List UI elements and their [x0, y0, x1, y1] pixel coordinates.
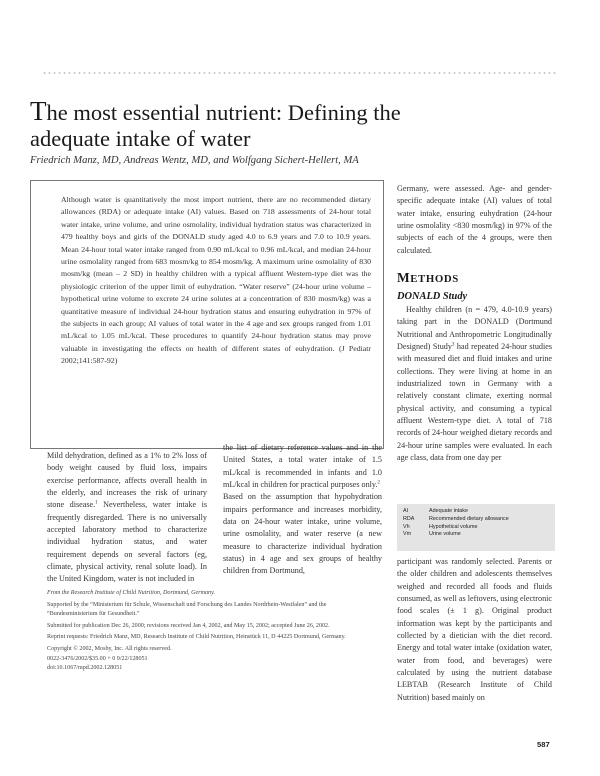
page-number: 587	[537, 740, 550, 749]
footnote-reprint: Reprint requests: Friedrich Manz, MD, Research Institute of Child Nutrition, Heinstück 11, D 44225 Dortmund, Germany.	[47, 634, 346, 641]
footnote-affiliation: From the Research Institute of Child Nutrition, Dortmund, Germany.	[47, 590, 215, 596]
methods-heading	[397, 270, 459, 286]
ref-2: 2	[377, 480, 380, 486]
abbrev-term: Vh	[403, 523, 410, 530]
abbrev-row	[397, 508, 555, 516]
abbrev-meaning: Adequate intake	[429, 508, 468, 514]
abbrev-row	[397, 516, 555, 524]
footnote-submission: Submitted for publication Dec 26, 2000; revisions received Jan 4, 2002, and May 15, 2002; accepted June 26, 2002.	[47, 622, 330, 629]
footnote-support: Supported by the “Ministerium für Schule, Wissenschaft und Forschung des Landes Nordrhein-Westfalen” and the “Bundesministerium für Gesundheit.”	[47, 601, 327, 618]
article-title	[30, 98, 570, 152]
methods-heading-rest: ETHODS	[410, 273, 459, 285]
methods-heading-initial: M	[397, 270, 411, 285]
abbreviations-box	[397, 504, 555, 551]
abbrev-term: RDA	[403, 515, 415, 522]
author-list: Friedrich Manz, MD, Andreas Wentz, MD, and Wolfgang Sichert-Hellert, MA	[30, 155, 359, 166]
footnotes	[47, 589, 377, 674]
intro-text-b: Nevertheless, water intake is frequently disregarded. There is no universally accepted laboratory method to characterize individual hydration status, and water requirement depends on several factors (eg, climate, physical activity, renal solute load). In the United Kingdom, water is not included in	[47, 500, 207, 584]
footnote-issn: 0022-3476/2002/$35.00 + 0 9/22/128051	[47, 655, 148, 662]
donald-study-heading: DONALD Study	[397, 291, 468, 302]
abbrev-term: Vm	[403, 531, 412, 538]
donald-text-b: had repeated 24-hour studies with measured diet and fluid intakes and urine collections. They were living at home in an industrialized town in Germany with a relatively constant climate, exerting normal physical activity, and consuming a typical affluent Western-type diet. A total of 718 records of 24-hour weighed dietary records and 24-hour urine samples were evaluated. In each age class, data from one day per	[397, 342, 552, 463]
abbrev-meaning: Urine volume	[429, 531, 461, 538]
footnote-copyright: Copyright © 2002, Mosby, Inc. All rights reserved.	[47, 645, 172, 652]
title-first-letter: T	[30, 96, 47, 126]
ref-3: 3	[451, 342, 455, 348]
body-column-right-1: Germany, were assessed. Age- and gender-specific adequate intake (AI) values of total water intake, ensuring euhydration (24-hour urine osmolality <830 mosm/kg) in 97% of the subjects of each of the 4 groups, were then calculated.	[397, 184, 552, 255]
body-column-left-2	[223, 442, 382, 578]
footnote-doi: doi:10.1067/mpd.2002.128051	[47, 665, 123, 672]
abbrev-row	[397, 531, 555, 539]
title-line2: adequate intake of water	[30, 126, 251, 151]
abstract-box: Although water is quantitatively the most import nutrient, there are no recommended dietary allowances (RDA) or adequate intake (AI) values. Based on 718 assessments of 24-hour total water intake, urine volume, and urine osmolality, individual hydration status was characterized in 479 healthy boys and girls of the DONALD study aged 4.0 to 6.9 years and 7.0 to 10.9 years. Mean 24-hour total water intake ranged from 0.90 mL/kcal to 0.96 mL/kcal, and median 24-hour urine osmolality ranged from 683 mosm/kg to 854 mosm/kg. A maximum urine osmolality of 830 mosm/kg (mean – 2 SD) in healthy children with a typical affluent Western-type diet was the physiologic criterion of the upper limit of euhydration. “Water reserve” (24-hour urine volume – hypothetical urine volume to excrete 24 urine solutes at a concentration of 830 mosm/kg) was a quantitative measure of individual 24-hour hydration status and ensuring euhydration in 97% of the subjects in each group; AI values of total water in the 4 age and sex groups ranged from 1.01 mL/kcal to 1.05 mL/kcal. These procedures to quantify 24-hour hydration status may prove valuable in investigating the effects on health of different states of euhydration. (J Pediatr 2002;141:587-92)	[30, 180, 384, 449]
title-line1: he most essential nutrient: Defining the	[46, 100, 401, 125]
donald-text-a: Healthy children (n = 479, 4.0-10.9 years) taking part in the DONALD (Dortmund Nutritional and Anthropometric Longitudinally Designed) Study	[397, 305, 552, 352]
abbrev-meaning: Recommended dietary allowance	[429, 515, 509, 522]
ref-1: 1	[95, 500, 98, 506]
abbrev-row	[397, 524, 555, 532]
abbrev-meaning: Hypothetical volume	[429, 523, 478, 530]
intro-text-a: Mild dehydration, defined as a 1% to 2% loss of body weight caused by fluid loss, impairs exercise performance, affects overall health in the elderly, and increases the risk of urinary stone disease.	[47, 451, 207, 510]
abbrev-term: AI	[403, 508, 409, 514]
top-dotted-rule	[42, 72, 558, 74]
body-column-left-1	[47, 450, 207, 586]
body-column-right-2	[397, 304, 552, 464]
body-column-right-3: participant was randomly selected. Parents or the older children and adolescents themselves weighed and recorded all foods and fluids consumed, as well as leftovers, using electronic food scales (± 1 g). Original product information was kept by the participants and collected by a dietician with the diet record. Energy and total water intake (oxidation water, water from food, and beverages) were calculated by using the nutrient database LEBTAB (Research Institute of Child Nutrition) based mainly on	[397, 557, 552, 702]
intro-para-2: Based on the assumption that hypohydration impairs performance and increases morbidity, data on 24-hour water intake, urine volume, urine osmolality, and water reserve (a new measure to characterize individual hydration status) in 4 age and sex groups of healthy children from Dortmund,	[223, 492, 382, 576]
intro-cont-text: the list of dietary reference values and in the United States, a total water intake of 1.5 mL/kcal is recommended in infants and 1.0 mL/kcal in children for practical purposes only.	[223, 443, 382, 490]
